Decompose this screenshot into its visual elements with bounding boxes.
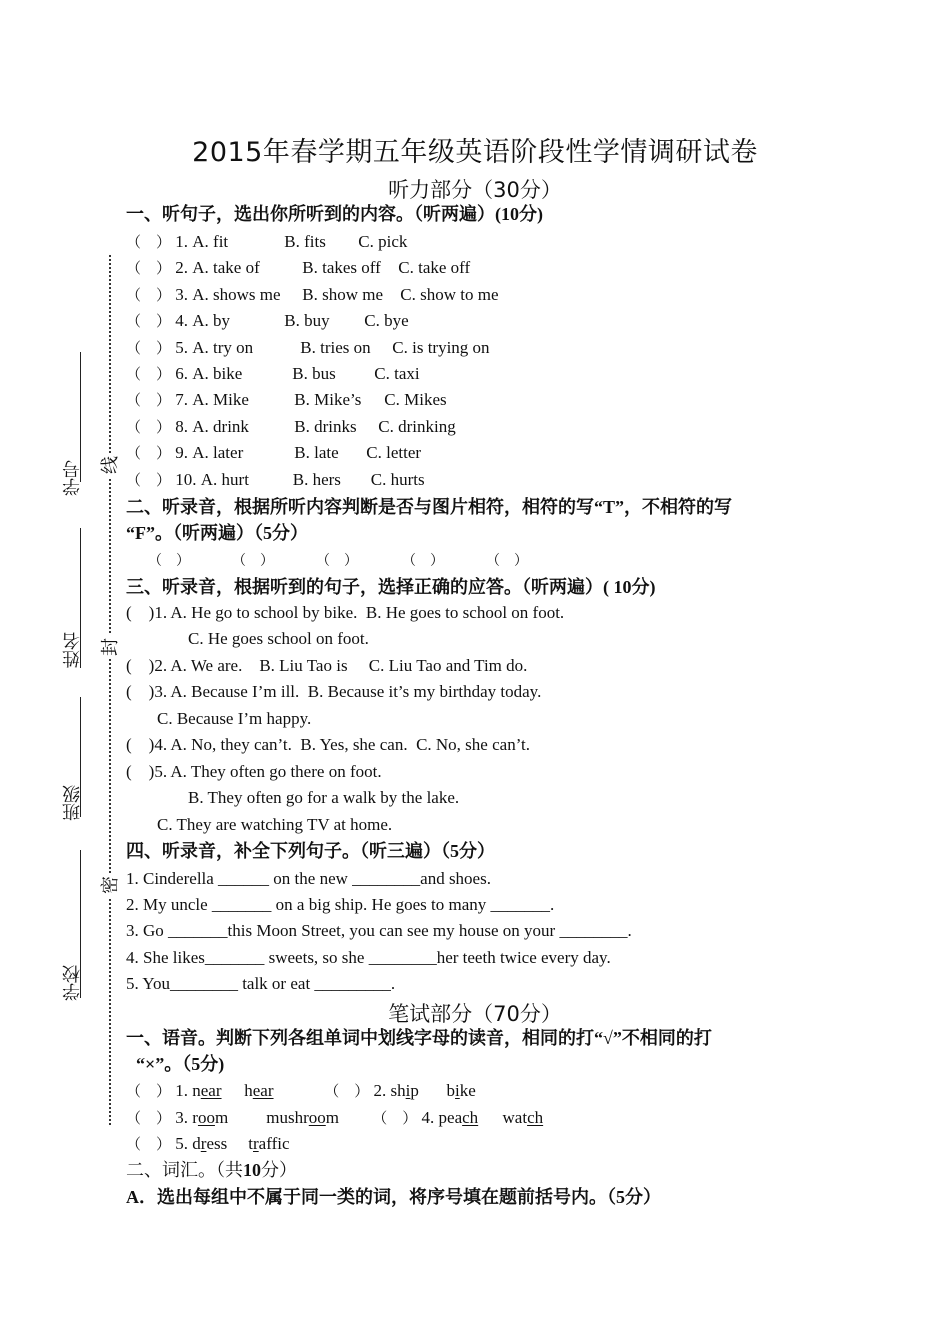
written-section-2-heading [126, 1157, 297, 1183]
seal-dotted-line [109, 255, 111, 1125]
answer-paren: （ ） [126, 446, 172, 462]
written-section-1-heading-line2: “×”。（5分) [136, 1054, 225, 1074]
option-a: A. by [192, 311, 231, 330]
list-item: C. He goes school on foot. [188, 629, 369, 648]
seal-char-secret: 密 [96, 873, 122, 897]
judge-blank[interactable]: （ ） [148, 554, 190, 569]
list-item [126, 1107, 543, 1130]
option-a: A. take of [192, 258, 260, 277]
option-c: C. bye [364, 311, 409, 330]
listening-section-4-heading: 四、听录音，补全下列句子。（听三遍）（5分） [126, 841, 495, 861]
word-2 [447, 1080, 476, 1102]
word-1 [439, 1107, 503, 1129]
answer-paren: （ ） [126, 420, 172, 436]
list-item [126, 257, 470, 280]
option-b: B. Mike’s [294, 390, 362, 409]
word-part: pea [438, 1108, 463, 1127]
written-part-title: 笔试部分（70分） [388, 1002, 562, 1026]
list-item [126, 284, 499, 307]
word-part: wat [502, 1108, 528, 1127]
answer-paren: （ ） [126, 1111, 172, 1127]
answer-paren: （ ） [372, 1111, 418, 1127]
word-part: h [244, 1081, 253, 1100]
listening-section-3-heading: 三、听录音，根据听到的句子，选择正确的应答。（听两遍）( 10分) [126, 577, 656, 597]
judge-blank[interactable]: （ ） [316, 554, 358, 569]
listening-section-2-heading-line2: “F”。（听两遍）（5分） [126, 523, 308, 543]
word-part: b [446, 1081, 456, 1100]
list-item: 5. You________ talk or eat _________. [126, 974, 396, 993]
option-b: B. fits [284, 232, 326, 251]
item-number: 2. [373, 1081, 387, 1100]
option-a: A. bike [192, 364, 243, 383]
option-c: C. Mikes [384, 390, 447, 409]
option-b: B. late [294, 443, 339, 462]
option-b: B. tries on [300, 338, 371, 357]
underlined-letters: ch [462, 1108, 479, 1127]
word-2 [503, 1107, 544, 1129]
word-part: ess [206, 1134, 228, 1153]
option-c: C. is trying on [392, 338, 490, 357]
list-item: C. They are watching TV at home. [157, 815, 393, 834]
word-part: m [214, 1108, 229, 1127]
answer-paren: （ ） [324, 1084, 370, 1100]
answer-paren: （ ） [126, 314, 172, 330]
word-2 [266, 1107, 372, 1129]
item-number: 9. [175, 443, 189, 462]
judge-blank[interactable]: （ ） [232, 554, 274, 569]
answer-paren: （ ） [126, 473, 172, 489]
list-item: 3. Go _______this Moon Street, you can see my house on your ________. [126, 921, 632, 940]
underlined-letters: ear [200, 1081, 222, 1100]
word-1 [192, 1107, 266, 1129]
class-label: 班级 [62, 785, 83, 821]
list-item: ( )4. A. No, they can’t. B. Yes, she can. C. No, she can’t. [126, 735, 531, 754]
word-part: n [192, 1081, 201, 1100]
underlined-letters: ch [527, 1108, 544, 1127]
underlined-letters: oo [308, 1108, 326, 1127]
option-a: A. try on [192, 338, 254, 357]
school-label: 学校 [62, 965, 83, 1001]
underlined-letters: ear [252, 1081, 274, 1100]
vocabulary-subsection-a-heading: A．选出每组中不属于同一类的词，将序号填在题前括号内。（5分） [126, 1187, 661, 1207]
written-section-1-heading-line1: 一、语音。判断下列各组单词中划线字母的读音，相同的打“√”不相同的打 [126, 1028, 712, 1048]
option-b: B. bus [292, 364, 336, 383]
word-part: ke [459, 1081, 476, 1100]
name-label: 姓名 [62, 632, 83, 668]
answer-paren: （ ） [126, 393, 172, 409]
item-number: 8. [175, 417, 189, 436]
list-item [126, 1080, 476, 1103]
word-1 [391, 1080, 447, 1102]
option-b: B. buy [284, 311, 330, 330]
item-number: 3. [175, 285, 189, 304]
option-a: A. Mike [192, 390, 249, 409]
word-part: p [410, 1081, 419, 1100]
list-item [126, 1133, 290, 1156]
word-part: t [248, 1134, 253, 1153]
option-c: C. show to me [400, 285, 499, 304]
underlined-letters: oo [197, 1108, 215, 1127]
option-c: C. hurts [370, 470, 425, 489]
seal-char-line: 线 [96, 453, 122, 477]
heading-text: 分） [261, 1160, 297, 1180]
word-part: mushr [266, 1108, 309, 1127]
item-number: 2. [175, 258, 189, 277]
option-a: A. later [192, 443, 244, 462]
listening-part-title: 听力部分（30分） [388, 178, 562, 202]
option-a: A. drink [192, 417, 249, 436]
word-part: r [192, 1108, 198, 1127]
answer-paren: （ ） [126, 1084, 172, 1100]
listening-section-2-heading-line1: 二、听录音，根据所听内容判断是否与图片相符，相符的写“T”，不相符的写 [126, 497, 733, 517]
list-item: B. They often go for a walk by the lake. [188, 788, 460, 807]
list-item: ( )1. A. He go to school by bike. B. He goes to school on foot. [126, 603, 565, 622]
judge-blank[interactable]: （ ） [486, 554, 528, 569]
option-c: C. take off [398, 258, 471, 277]
listening-section-1-heading: 一、听句子，选出你所听到的内容。（听两遍）(10分) [126, 204, 543, 224]
seal-char-seal: 封 [96, 635, 122, 659]
option-a: A. shows me [192, 285, 281, 304]
answer-paren: （ ） [126, 261, 172, 277]
list-item: 1. Cinderella ______ on the new ________and shoes. [126, 869, 491, 888]
word-2 [248, 1133, 289, 1155]
list-item: ( )5. A. They often go there on foot. [126, 762, 382, 781]
list-item [126, 337, 490, 360]
list-item [126, 416, 456, 439]
option-c: C. pick [358, 232, 408, 251]
answer-paren: （ ） [126, 367, 172, 383]
word-1 [192, 1080, 244, 1102]
word-2 [244, 1080, 324, 1102]
item-number: 7. [175, 390, 189, 409]
word-part: affic [258, 1134, 290, 1153]
option-b: B. takes off [302, 258, 381, 277]
list-item [126, 389, 447, 412]
heading-points: 10 [243, 1160, 261, 1180]
list-item: 4. She likes_______ sweets, so she ________her teeth twice every day. [126, 948, 611, 967]
underlined-letters: i [455, 1081, 460, 1100]
underlined-letters: r [253, 1134, 259, 1153]
judge-blank[interactable]: （ ） [402, 554, 444, 569]
answer-paren: （ ） [126, 235, 172, 251]
word-part: d [192, 1134, 201, 1153]
option-a: A. fit [192, 232, 229, 251]
list-item [126, 231, 407, 254]
student-id-label: 学号 [62, 460, 83, 496]
option-b: B. drinks [294, 417, 357, 436]
option-c: C. letter [366, 443, 422, 462]
item-number: 6. [175, 364, 189, 383]
list-item [126, 310, 409, 333]
answer-paren: （ ） [126, 341, 172, 357]
list-item [126, 469, 425, 492]
item-number: 3. [175, 1108, 189, 1127]
list-item: ( )2. A. We are. B. Liu Tao is C. Liu Tao and Tim do. [126, 656, 528, 675]
list-item [126, 442, 421, 465]
word-part: m [325, 1108, 339, 1127]
option-b: B. show me [302, 285, 384, 304]
list-item: C. Because I’m happy. [157, 709, 312, 728]
word-1 [192, 1133, 248, 1155]
option-b: B. hers [292, 470, 341, 489]
option-c: C. drinking [378, 417, 456, 436]
word-part: sh [390, 1081, 406, 1100]
picture-judgement-blanks [148, 550, 546, 570]
item-number: 1. [175, 232, 189, 251]
item-number: 1. [175, 1081, 189, 1100]
underlined-letters: i [405, 1081, 411, 1100]
item-number: 5. [175, 338, 189, 357]
list-item [126, 363, 420, 386]
option-a: A. hurt [200, 470, 249, 489]
list-item: 2. My uncle _______ on a big ship. He goes to many _______. [126, 895, 555, 914]
exam-title: 2015年春学期五年级英语阶段性学情调研试卷 [192, 137, 758, 168]
item-number: 10. [175, 470, 197, 489]
heading-text: 二、词汇。（共 [126, 1160, 243, 1180]
answer-paren: （ ） [126, 288, 172, 304]
list-item: ( )3. A. Because I’m ill. B. Because it’s my birthday today. [126, 682, 542, 701]
underlined-letters: r [200, 1134, 207, 1153]
item-number: 5. [175, 1134, 189, 1153]
item-number: 4. [421, 1108, 435, 1127]
answer-paren: （ ） [126, 1137, 172, 1153]
option-c: C. taxi [374, 364, 420, 383]
item-number: 4. [175, 311, 189, 330]
